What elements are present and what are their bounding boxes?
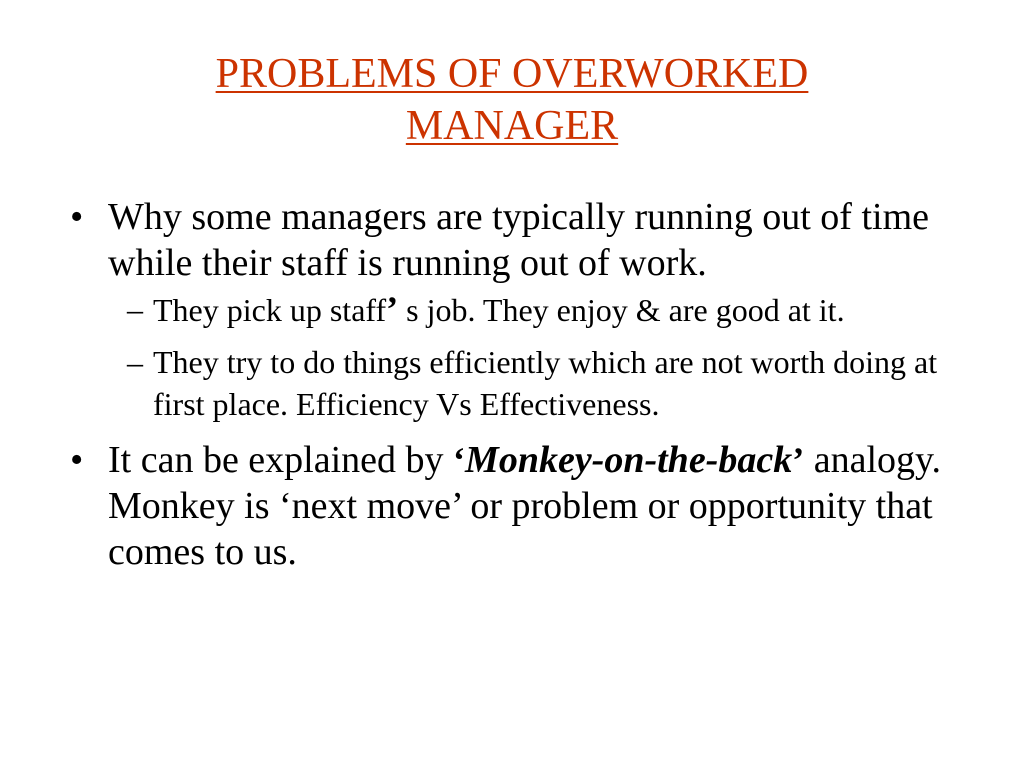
bullet-1 (70, 194, 970, 286)
sub-bullet-1-text-a: They pick up staff (153, 292, 387, 328)
bullet-2-text-b: analogy. Monkey is (108, 439, 942, 527)
sub-bullet-1 (113, 288, 970, 331)
apostrophe-glyph: ’ (386, 289, 399, 329)
sub-bullet-2 (113, 341, 970, 425)
next-move-close-quote: ’ (451, 485, 461, 527)
bullet-2 (70, 437, 970, 575)
bullet-2-text-a: It can be explained by (108, 439, 454, 481)
slide-title-line-2: MANAGER (405, 103, 619, 149)
bullet-1-text: Why some managers are typically running out of time while their staff is running out of work. (108, 196, 929, 284)
open-quote-glyph: ‘ (453, 440, 466, 480)
bullet-list (70, 194, 970, 575)
slide-title (0, 48, 1024, 152)
next-move-text: next move (291, 485, 452, 527)
close-quote-glyph: ’ (792, 440, 805, 480)
bullet-2-text-c: or problem or opportunity that comes to us. (108, 485, 933, 573)
sub-bullet-1-text-b: s job. They enjoy & are good at it. (398, 292, 845, 328)
next-move-open-quote: ‘ (279, 485, 292, 527)
sub-bullet-2-text: They try to do things efficiently which are not worth doing at first place. Efficiency Vs Effectiveness. (153, 344, 938, 422)
monkey-on-the-back-emphasis: Monkey-on-the-back (465, 439, 793, 481)
slide-title-line-1: PROBLEMS OF OVERWORKED (215, 51, 809, 97)
